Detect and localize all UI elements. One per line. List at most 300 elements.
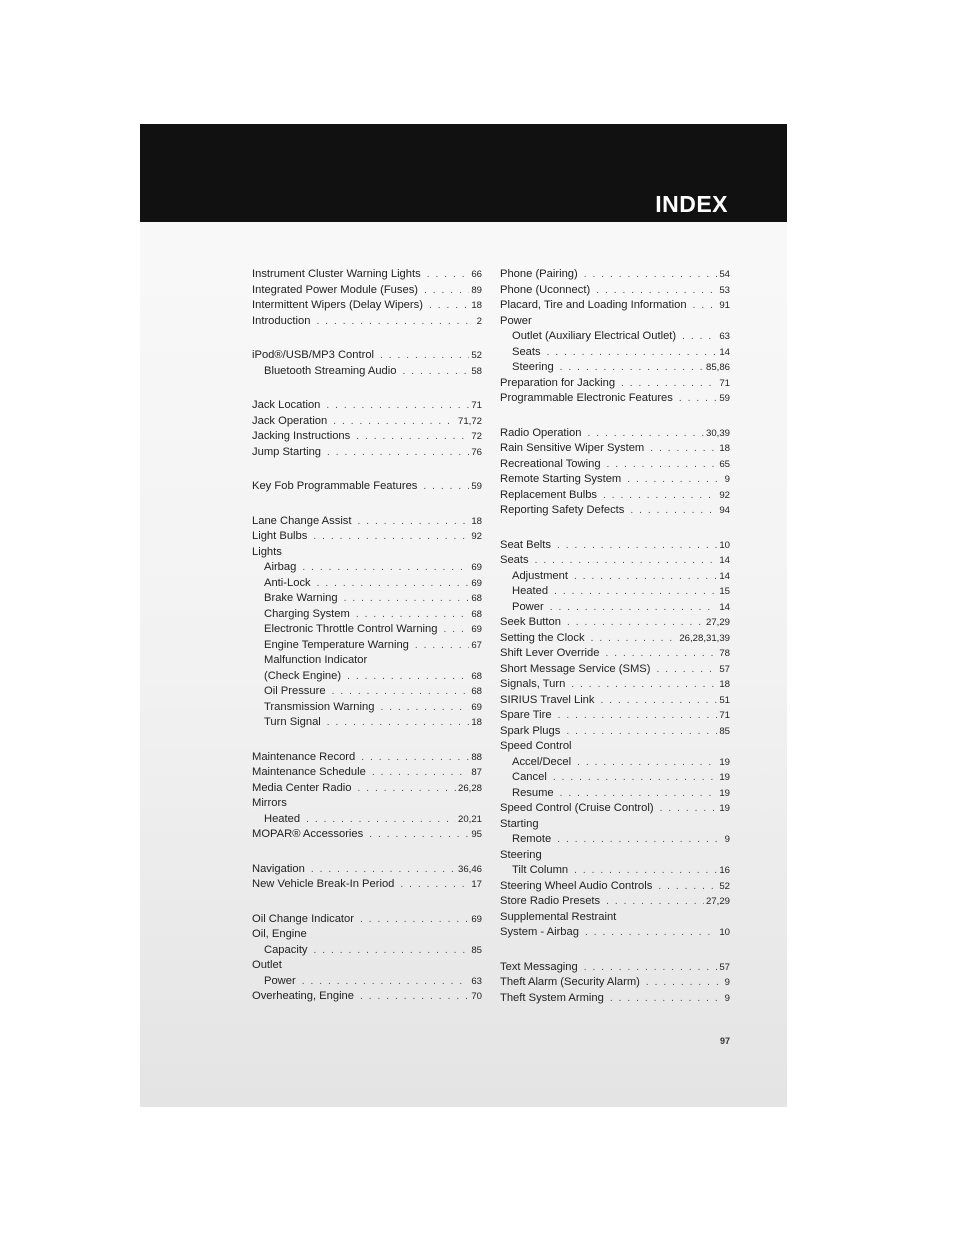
index-subentry xyxy=(252,974,482,990)
index-term: Replacement Bulbs xyxy=(500,488,598,501)
dot-leader xyxy=(424,283,469,299)
index-subentry xyxy=(252,591,482,607)
index-subentry xyxy=(252,684,482,700)
dot-leader xyxy=(400,877,469,893)
index-entry xyxy=(500,724,730,740)
index-page-ref: 53 xyxy=(719,284,730,296)
index-term: Lane Change Assist xyxy=(252,514,352,527)
index-page-ref: 69 xyxy=(471,577,482,589)
dot-leader xyxy=(607,457,718,473)
dot-leader xyxy=(306,812,456,828)
index-term: Rain Sensitive Wiper System xyxy=(500,442,645,454)
index-entry xyxy=(500,426,730,442)
index-page-ref: 88 xyxy=(471,751,482,763)
index-page-ref: 59 xyxy=(471,481,482,492)
index-page-ref: 69 xyxy=(471,701,482,713)
section-gap xyxy=(500,941,730,960)
index-term: Jack Location xyxy=(252,399,321,411)
index-term: Spark Plugs xyxy=(500,724,561,737)
index-entry xyxy=(252,796,482,812)
dot-leader xyxy=(356,607,470,623)
index-entry xyxy=(500,488,730,504)
dot-leader xyxy=(560,360,704,376)
index-entry xyxy=(252,545,482,561)
dot-leader xyxy=(311,862,456,878)
index-term: Phone (Pairing) xyxy=(500,268,578,280)
index-page-ref: 2 xyxy=(476,315,482,327)
index-page-ref: 68 xyxy=(471,593,482,604)
index-entry xyxy=(252,529,482,545)
index-page-ref: 26,28,31,39 xyxy=(679,632,730,644)
index-term: Placard, Tire and Loading Information xyxy=(500,299,687,311)
index-page-ref: 71,72 xyxy=(457,415,482,427)
index-page-ref: 30,39 xyxy=(705,427,730,439)
dot-leader xyxy=(574,569,717,585)
dot-leader xyxy=(535,553,718,569)
index-term: Resume xyxy=(512,786,554,799)
dot-leader xyxy=(358,781,456,797)
index-term: Maintenance Record xyxy=(252,750,356,763)
index-page-ref: 85 xyxy=(471,944,482,956)
dot-leader xyxy=(302,560,469,576)
manual-page xyxy=(140,124,787,1107)
dot-leader xyxy=(317,576,470,592)
index-term: Charging System xyxy=(264,607,350,620)
dot-leader xyxy=(550,600,718,616)
index-term: Outlet xyxy=(252,959,282,971)
dot-leader xyxy=(313,529,469,545)
dot-leader xyxy=(606,894,704,910)
index-term: Electronic Throttle Control Warning xyxy=(264,623,438,635)
index-term: Preparation for Jacking xyxy=(500,376,616,389)
dot-leader xyxy=(585,925,717,941)
index-term: Setting the Clock xyxy=(500,631,585,644)
dot-leader xyxy=(610,991,723,1007)
index-page-ref: 67 xyxy=(471,639,482,651)
index-term: Accel/Decel xyxy=(512,755,572,768)
index-entry xyxy=(252,314,482,330)
index-term: Brake Warning xyxy=(264,592,338,604)
index-term: Key Fob Programmable Features xyxy=(252,480,418,492)
index-subentry xyxy=(252,943,482,959)
index-subentry xyxy=(500,584,730,600)
dot-leader xyxy=(327,715,470,731)
index-entry xyxy=(500,298,730,314)
index-page-ref: 94 xyxy=(719,505,730,516)
dot-leader xyxy=(380,700,469,716)
index-term: Airbag xyxy=(264,561,297,573)
index-entry xyxy=(252,877,482,893)
section-gap xyxy=(252,893,482,912)
index-term: Heated xyxy=(264,812,301,825)
index-entry xyxy=(252,414,482,430)
index-entry xyxy=(252,348,482,364)
index-subentry xyxy=(252,715,482,731)
index-term: Power xyxy=(512,600,544,613)
index-page-ref: 68 xyxy=(471,686,482,697)
dot-leader xyxy=(554,584,717,600)
index-entry xyxy=(500,631,730,647)
dot-leader xyxy=(601,693,718,709)
index-page-ref: 10 xyxy=(719,539,730,551)
dot-leader xyxy=(574,863,717,879)
dot-leader xyxy=(627,472,722,488)
dot-leader xyxy=(316,314,474,330)
dot-leader xyxy=(646,975,723,991)
index-entry xyxy=(500,708,730,724)
index-subentry xyxy=(500,832,730,848)
index-term: Short Message Service (SMS) xyxy=(500,662,651,675)
index-page-ref: 15 xyxy=(719,586,730,597)
index-term: Text Messaging xyxy=(500,960,578,973)
index-subentry xyxy=(252,700,482,716)
dot-leader xyxy=(332,684,470,700)
index-entry xyxy=(500,376,730,392)
index-page-ref: 69 xyxy=(471,562,482,573)
index-term: Maintenance Schedule xyxy=(252,766,366,778)
index-term: Power xyxy=(264,974,296,987)
dot-leader xyxy=(603,488,717,504)
dot-leader xyxy=(547,345,718,361)
dot-leader xyxy=(443,622,469,638)
index-page-ref: 68 xyxy=(471,670,482,682)
index-entry xyxy=(252,429,482,445)
page-number: 97 xyxy=(719,1036,730,1046)
index-page-ref: 89 xyxy=(471,284,482,296)
dot-leader xyxy=(347,669,469,685)
index-entry xyxy=(500,960,730,976)
index-entry xyxy=(500,879,730,895)
dot-leader xyxy=(558,708,718,724)
index-subentry xyxy=(500,600,730,616)
dot-leader xyxy=(372,765,470,781)
index-entry xyxy=(500,283,730,299)
index-entry xyxy=(500,677,730,693)
index-term: Oil, Engine xyxy=(252,928,307,940)
index-page-ref: 18 xyxy=(471,515,482,527)
index-subentry xyxy=(500,863,730,879)
index-entry xyxy=(252,765,482,781)
index-page-ref: 17 xyxy=(471,879,482,890)
index-page-ref: 36,46 xyxy=(457,863,482,875)
dot-leader xyxy=(577,755,717,771)
index-entry xyxy=(252,750,482,766)
index-subentry xyxy=(252,607,482,623)
index-term: Seek Button xyxy=(500,616,561,628)
index-subentry xyxy=(500,770,730,786)
index-entry xyxy=(252,781,482,797)
dot-leader xyxy=(679,391,717,407)
index-term: Speed Control (Cruise Control) xyxy=(500,802,654,814)
index-term: Instrument Cluster Warning Lights xyxy=(252,268,421,280)
index-entry xyxy=(500,925,730,941)
dot-leader xyxy=(553,770,718,786)
index-page-ref: 27,29 xyxy=(705,896,730,907)
dot-leader xyxy=(571,677,717,693)
index-page-ref: 71 xyxy=(719,710,730,721)
index-page-ref: 52 xyxy=(471,350,482,361)
index-entry xyxy=(500,472,730,488)
index-subentry xyxy=(252,669,482,685)
index-page-ref: 70 xyxy=(471,991,482,1002)
index-term: iPod®/USB/MP3 Control xyxy=(252,349,375,361)
index-term: Introduction xyxy=(252,314,311,327)
index-page-ref: 71 xyxy=(719,377,730,389)
section-gap xyxy=(252,460,482,479)
index-term: Seats xyxy=(500,554,529,566)
dot-leader xyxy=(302,974,470,990)
section-gap xyxy=(500,519,730,538)
index-subentry xyxy=(252,638,482,654)
dot-leader xyxy=(415,638,469,654)
index-page-ref: 87 xyxy=(471,767,482,778)
dot-leader xyxy=(660,801,718,817)
section-gap xyxy=(500,407,730,426)
index-subentry xyxy=(500,360,730,376)
dot-leader xyxy=(567,615,704,631)
index-term: Media Center Radio xyxy=(252,781,352,794)
index-entry xyxy=(500,910,730,926)
index-entry xyxy=(500,801,730,817)
dot-leader xyxy=(314,943,470,959)
index-term: Engine Temperature Warning xyxy=(264,638,409,651)
index-term: Overheating, Engine xyxy=(252,990,354,1002)
index-subentry xyxy=(252,653,482,669)
dot-leader xyxy=(356,429,469,445)
index-term: Malfunction Indicator xyxy=(264,654,368,666)
index-entry xyxy=(252,514,482,530)
index-entry xyxy=(500,457,730,473)
index-page-ref: 92 xyxy=(471,531,482,542)
index-term: Theft System Arming xyxy=(500,991,604,1004)
index-term: Light Bulbs xyxy=(252,530,308,542)
index-term: Starting xyxy=(500,817,539,830)
index-page-ref: 14 xyxy=(719,601,730,613)
index-term: Radio Operation xyxy=(500,426,582,439)
index-term: Steering xyxy=(500,848,542,861)
index-entry xyxy=(500,662,730,678)
index-term: Intermittent Wipers (Delay Wipers) xyxy=(252,299,423,311)
index-term: Turn Signal xyxy=(264,716,321,728)
dot-leader xyxy=(560,786,718,802)
index-entry xyxy=(252,862,482,878)
index-term: Programmable Electronic Features xyxy=(500,392,673,404)
index-term: Heated xyxy=(512,585,549,597)
index-page-ref: 9 xyxy=(724,977,730,988)
index-term: Capacity xyxy=(264,943,308,956)
index-term: Recreational Towing xyxy=(500,457,601,470)
index-page-ref: 57 xyxy=(719,961,730,973)
dot-leader xyxy=(344,591,470,607)
index-page-ref: 19 xyxy=(719,803,730,814)
index-term: Navigation xyxy=(252,862,305,875)
dot-leader xyxy=(557,538,717,554)
dot-leader xyxy=(333,414,456,430)
index-page-ref: 9 xyxy=(724,474,730,485)
index-subentry xyxy=(252,812,482,828)
index-entry xyxy=(500,894,730,910)
index-entry xyxy=(500,391,730,407)
index-page-ref: 91 xyxy=(719,300,730,311)
index-page-ref: 76 xyxy=(471,446,482,458)
index-page-ref: 18 xyxy=(471,300,482,311)
dot-leader xyxy=(427,267,470,283)
index-page-ref: 85,86 xyxy=(705,362,730,373)
index-page-ref: 57 xyxy=(719,663,730,675)
index-term: Bluetooth Streaming Audio xyxy=(264,364,397,377)
index-term: (Check Engine) xyxy=(264,669,342,682)
index-entry xyxy=(500,693,730,709)
index-page-ref: 68 xyxy=(471,608,482,620)
dot-leader xyxy=(360,989,469,1005)
index-subentry xyxy=(500,569,730,585)
dot-leader xyxy=(423,479,469,495)
index-page-ref: 14 xyxy=(719,570,730,582)
index-entry xyxy=(500,553,730,569)
dot-leader xyxy=(693,298,718,314)
index-entry xyxy=(500,848,730,864)
dot-leader xyxy=(361,750,469,766)
index-term: MOPAR® Accessories xyxy=(252,828,364,840)
index-term: SIRIUS Travel Link xyxy=(500,693,595,706)
dot-leader xyxy=(369,827,469,843)
dot-leader xyxy=(656,662,717,678)
index-term: New Vehicle Break-In Period xyxy=(252,878,395,890)
index-entry xyxy=(252,298,482,314)
section-gap xyxy=(252,731,482,750)
index-entry xyxy=(500,817,730,833)
index-page-ref: 26,28 xyxy=(457,782,482,794)
index-page-ref: 63 xyxy=(719,331,730,342)
index-term: Reporting Safety Defects xyxy=(500,504,625,516)
index-page-ref: 9 xyxy=(724,834,730,845)
index-term: Mirrors xyxy=(252,797,287,809)
index-page-ref: 92 xyxy=(719,489,730,501)
index-page-ref: 72 xyxy=(471,431,482,442)
index-subentry xyxy=(252,622,482,638)
index-entry xyxy=(500,267,730,283)
index-term: Remote Starting System xyxy=(500,473,622,485)
index-page-ref: 95 xyxy=(471,829,482,840)
index-entry xyxy=(252,283,482,299)
dot-leader xyxy=(429,298,469,314)
index-page-ref: 16 xyxy=(719,865,730,876)
index-page-ref: 20,21 xyxy=(457,813,482,825)
index-entry xyxy=(252,267,482,283)
index-entry xyxy=(500,503,730,519)
index-page-ref: 18 xyxy=(471,717,482,728)
index-entry xyxy=(500,991,730,1007)
section-gap xyxy=(252,379,482,398)
index-term: Oil Pressure xyxy=(264,685,326,697)
dot-leader xyxy=(587,426,704,442)
index-page-ref: 85 xyxy=(719,725,730,737)
dot-leader xyxy=(596,283,717,299)
index-entry xyxy=(252,958,482,974)
index-subentry xyxy=(252,364,482,380)
index-page-ref: 14 xyxy=(719,346,730,358)
index-term: Tilt Column xyxy=(512,864,569,876)
index-term: Phone (Uconnect) xyxy=(500,283,591,296)
index-term: Oil Change Indicator xyxy=(252,912,354,925)
index-subentry xyxy=(500,329,730,345)
index-page-ref: 10 xyxy=(719,927,730,938)
index-page-ref: 63 xyxy=(471,975,482,987)
index-page-ref: 58 xyxy=(471,365,482,377)
dot-leader xyxy=(380,348,469,364)
index-term: Power xyxy=(500,314,532,327)
dot-leader xyxy=(557,832,722,848)
index-entry xyxy=(252,912,482,928)
index-entry xyxy=(252,989,482,1005)
index-page-ref: 9 xyxy=(724,992,730,1004)
index-page-ref: 19 xyxy=(719,787,730,799)
dot-leader xyxy=(606,646,718,662)
index-page-ref: 18 xyxy=(719,679,730,690)
dot-leader xyxy=(658,879,717,895)
section-gap xyxy=(252,843,482,862)
index-page-ref: 78 xyxy=(719,648,730,659)
index-term: Jacking Instructions xyxy=(252,430,351,442)
index-term: Jack Operation xyxy=(252,414,328,427)
index-term: Seat Belts xyxy=(500,538,551,551)
index-page-ref: 19 xyxy=(719,772,730,783)
index-term: Supplemental Restraint xyxy=(500,910,617,923)
index-entry xyxy=(252,479,482,495)
index-page-ref: 69 xyxy=(471,913,482,925)
dot-leader xyxy=(566,724,717,740)
index-column-left xyxy=(252,267,482,1005)
index-entry xyxy=(252,398,482,414)
dot-leader xyxy=(584,960,718,976)
section-gap xyxy=(252,329,482,348)
index-term: Transmission Warning xyxy=(264,700,375,713)
index-column-right xyxy=(500,267,730,1006)
index-entry xyxy=(500,538,730,554)
index-subentry xyxy=(500,755,730,771)
index-entry xyxy=(252,927,482,943)
index-entry xyxy=(252,827,482,843)
dot-leader xyxy=(584,267,718,283)
index-page-ref: 19 xyxy=(719,756,730,768)
dot-leader xyxy=(402,364,469,380)
index-term: Store Radio Presets xyxy=(500,895,601,907)
index-page-ref: 18 xyxy=(719,443,730,454)
index-term: Adjustment xyxy=(512,569,568,582)
dot-leader xyxy=(630,503,717,519)
index-term: Remote xyxy=(512,833,552,845)
header-bar xyxy=(140,124,787,222)
index-subentry xyxy=(500,786,730,802)
index-page-ref: 27,29 xyxy=(705,617,730,628)
index-term: Jump Starting xyxy=(252,445,322,458)
section-gap xyxy=(252,495,482,514)
index-term: Anti-Lock xyxy=(264,576,311,589)
index-subentry xyxy=(500,345,730,361)
dot-leader xyxy=(650,441,717,457)
index-page-ref: 52 xyxy=(719,880,730,892)
index-term: Integrated Power Module (Fuses) xyxy=(252,283,419,296)
index-term: System - Airbag xyxy=(500,926,579,938)
index-term: Speed Control xyxy=(500,740,572,752)
dot-leader xyxy=(682,329,717,345)
index-term: Spare Tire xyxy=(500,709,552,721)
index-term: Theft Alarm (Security Alarm) xyxy=(500,976,640,988)
index-term: Shift Lever Override xyxy=(500,647,600,659)
index-page-ref: 69 xyxy=(471,624,482,635)
index-page-ref: 51 xyxy=(719,694,730,706)
index-entry xyxy=(500,739,730,755)
